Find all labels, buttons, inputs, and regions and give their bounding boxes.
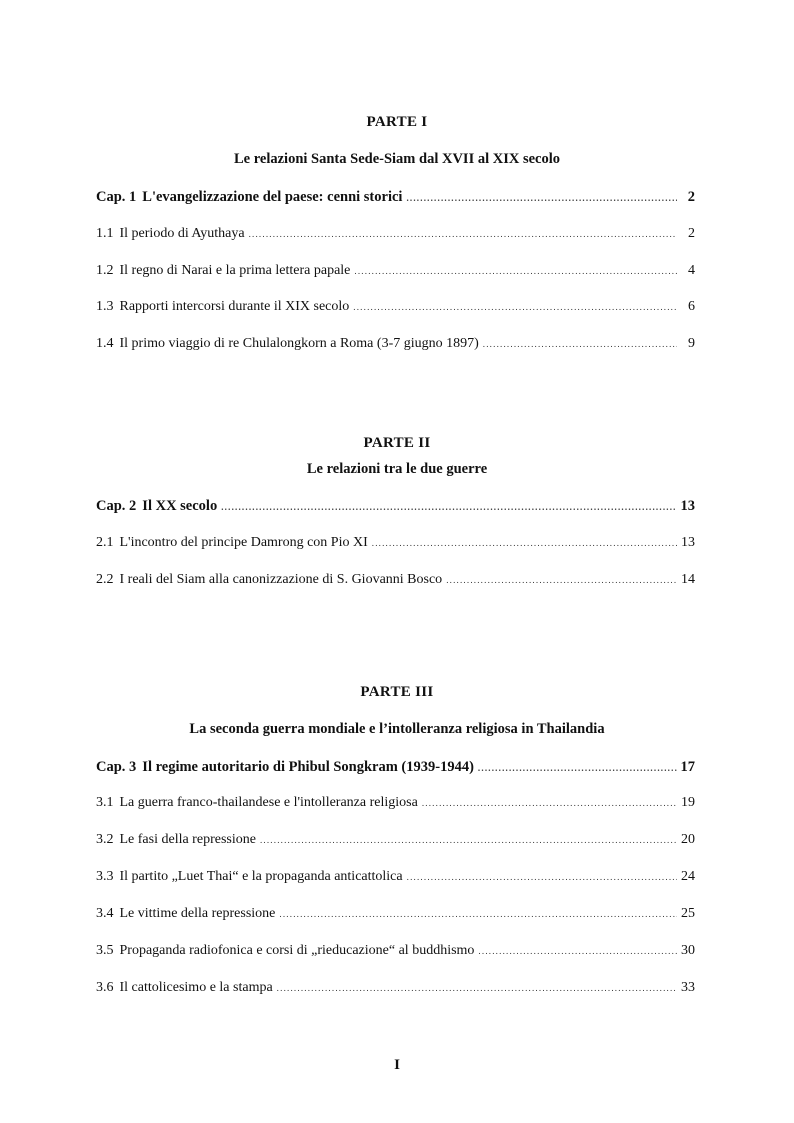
chapter-title: Il regime autoritario di Phibul Songkram (1939-1944) — [142, 759, 474, 775]
dot-leader — [353, 302, 677, 312]
section-title: Il periodo di Ayuthaya — [119, 226, 245, 241]
dot-leader — [277, 983, 677, 993]
part-subtitle: Le relazioni Santa Sede-Siam dal XVII al XIX secolo — [234, 151, 560, 167]
page-number: 13 — [681, 535, 695, 550]
page-number: 9 — [688, 336, 695, 351]
section-title: Il regno di Narai e la prima lettera papale — [119, 263, 351, 278]
section-title: Le vittime della repressione — [119, 906, 276, 921]
section-number: 3.5 — [96, 943, 114, 958]
chapter-number: Cap. 2 — [96, 498, 137, 514]
section-number: 3.1 — [96, 795, 114, 810]
section-title: Rapporti intercorsi durante il XIX secolo — [119, 299, 350, 314]
dot-leader — [260, 835, 677, 845]
page-number: 2 — [687, 189, 695, 205]
page-number: 33 — [681, 980, 695, 995]
toc-section-entry[interactable] — [96, 299, 695, 315]
toc-section-entry[interactable] — [96, 226, 695, 242]
section-number: 1.3 — [96, 299, 114, 314]
page-number: 20 — [681, 832, 695, 847]
section-number: 1.1 — [96, 226, 114, 241]
toc-chapter-entry[interactable] — [96, 759, 695, 776]
dot-leader — [483, 339, 677, 349]
dot-leader — [422, 798, 677, 808]
part-heading: PARTE I — [366, 114, 428, 130]
section-number: 2.2 — [96, 572, 114, 587]
page-number: 13 — [680, 498, 695, 514]
section-title: L'incontro del principe Damrong con Pio XI — [119, 535, 368, 550]
dot-leader — [446, 575, 677, 585]
dot-leader — [279, 909, 677, 919]
chapter-title: L'evangelizzazione del paese: cenni storici — [142, 189, 403, 205]
section-title: I reali del Siam alla canonizzazione di S. Giovanni Bosco — [119, 572, 443, 587]
page-number: 19 — [681, 795, 695, 810]
part-subtitle: Le relazioni tra le due guerre — [306, 461, 488, 477]
page-number: 17 — [680, 759, 695, 775]
chapter-number: Cap. 3 — [96, 759, 137, 775]
page-number: 14 — [681, 572, 695, 587]
section-title: Propaganda radiofonica e corsi di „rieducazione“ al buddhismo — [119, 943, 475, 958]
toc-section-entry[interactable] — [96, 535, 695, 551]
toc-chapter-entry[interactable] — [96, 189, 695, 206]
page-number: 4 — [688, 263, 695, 278]
toc-section-entry[interactable] — [96, 795, 695, 811]
dot-leader — [249, 229, 677, 239]
dot-leader — [221, 502, 676, 512]
section-number: 3.3 — [96, 869, 114, 884]
toc-section-entry[interactable] — [96, 832, 695, 848]
toc-section-entry[interactable] — [96, 263, 695, 279]
chapter-title: Il XX secolo — [142, 498, 218, 514]
section-number: 2.1 — [96, 535, 114, 550]
dot-leader — [406, 193, 677, 203]
part-subtitle: La seconda guerra mondiale e l’intolleranza religiosa in Thailandia — [189, 721, 605, 737]
dot-leader — [478, 946, 677, 956]
section-number: 3.6 — [96, 980, 114, 995]
section-number: 1.2 — [96, 263, 114, 278]
chapter-number: Cap. 1 — [96, 189, 137, 205]
toc-section-entry[interactable] — [96, 336, 695, 352]
toc-section-entry[interactable] — [96, 572, 695, 588]
dot-leader — [478, 763, 677, 773]
section-title: Le fasi della repressione — [119, 832, 256, 847]
dot-leader — [407, 872, 677, 882]
toc-section-entry[interactable] — [96, 943, 695, 959]
section-title: La guerra franco-thailandese e l'intolleranza religiosa — [119, 795, 418, 810]
toc-section-entry[interactable] — [96, 869, 695, 885]
page-number: 25 — [681, 906, 695, 921]
section-title: Il cattolicesimo e la stampa — [119, 980, 273, 995]
dot-leader — [372, 538, 677, 548]
part-heading: PARTE II — [363, 435, 431, 451]
page-number: 6 — [688, 299, 695, 314]
section-title: Il partito „Luet Thai“ e la propaganda anticattolica — [119, 869, 403, 884]
section-number: 1.4 — [96, 336, 114, 351]
dot-leader — [354, 266, 677, 276]
page-number: 2 — [688, 226, 695, 241]
toc-section-entry[interactable] — [96, 906, 695, 922]
part-heading: PARTE III — [360, 684, 434, 700]
page-footer-number: I — [394, 1057, 400, 1073]
page-number: 24 — [681, 869, 695, 884]
toc-chapter-entry[interactable] — [96, 498, 695, 515]
section-number: 3.2 — [96, 832, 114, 847]
section-title: Il primo viaggio di re Chulalongkorn a Roma (3-7 giugno 1897) — [119, 336, 479, 351]
section-number: 3.4 — [96, 906, 114, 921]
page-number: 30 — [681, 943, 695, 958]
toc-section-entry[interactable] — [96, 980, 695, 996]
